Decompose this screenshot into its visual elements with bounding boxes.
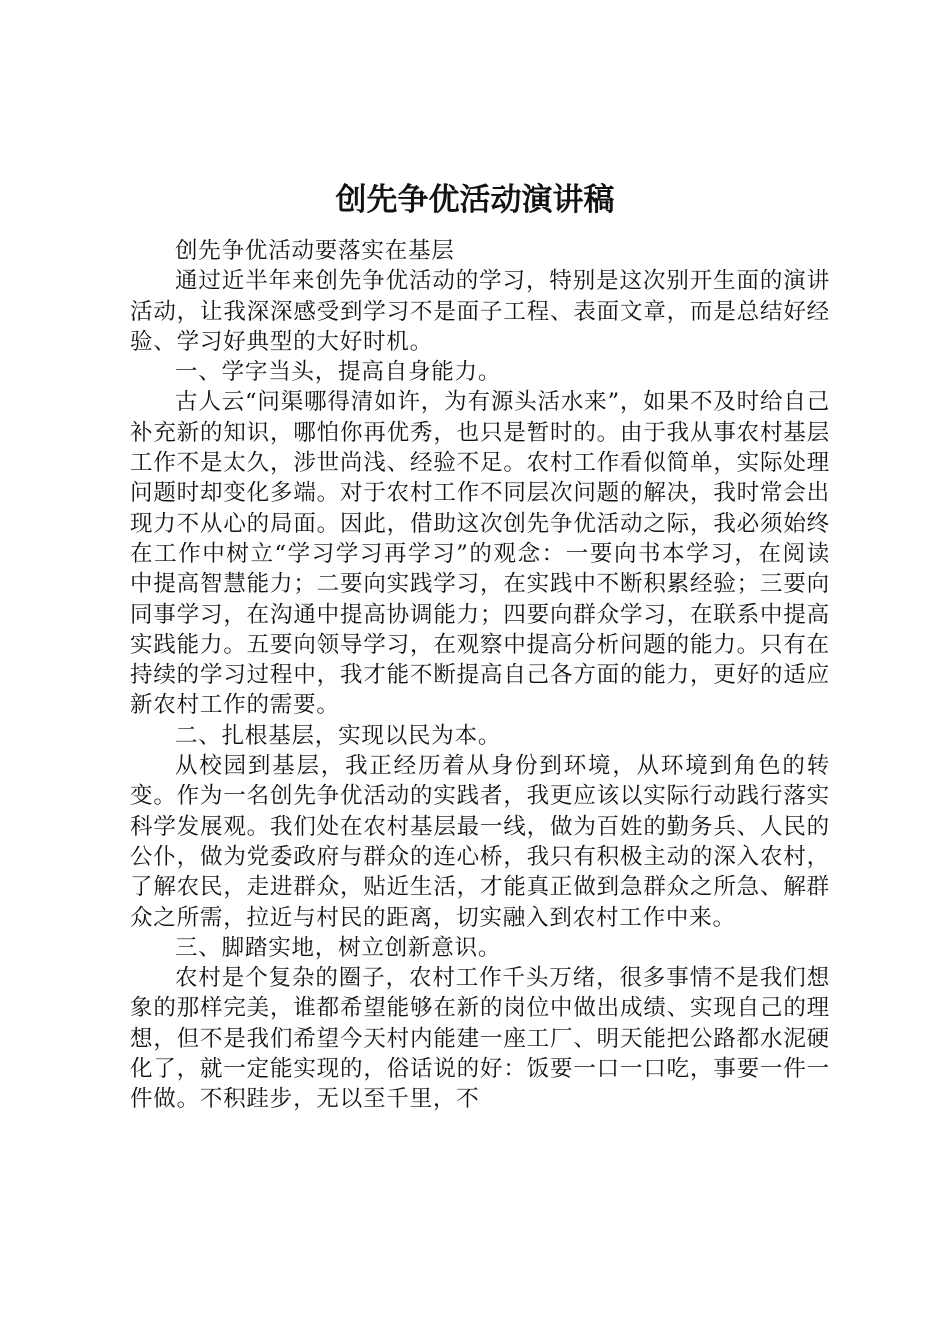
- document-body: [130, 236, 830, 1115]
- paragraph-section-2: 从校园到基层，我正经历着从身份到环境，从环境到角色的转变。作为一名创先争优活动的实践者，我更应该以实际行动践行落实科学发展观。我们处在农村基层最一线，做为百姓的勤务兵、人民的公仆，做为党委政府与群众的连心桥，我只有积极主动的深入农村，了解农民，走进群众，贴近生活，才能真正做到急群众之所急、解群众之所需，拉近与村民的距离，切实融入到农村工作中来。: [130, 753, 830, 931]
- paragraph-section-1: 古人云“问渠哪得清如许，为有源头活水来”，如果不及时给自己补充新的知识，哪怕你再优秀，也只是暂时的。由于我从事农村基层工作不是太久，涉世尚浅、经验不足。农村工作看似简单，实际处理问题时却变化多端。对于农村工作不同层次问题的解决，我时常会出现力不从心的局面。因此，借助这次创先争优活动之际，我必须始终在工作中树立“学习学习再学习”的观念：一要向书本学习，在阅读中提高智慧能力；二要向实践学习，在实践中不断积累经验；三要向同事学习，在沟通中提高协调能力；四要向群众学习，在联系中提高实践能力。五要向领导学习，在观察中提高分析问题的能力。只有在持续的学习过程中，我才能不断提高自己各方面的能力，更好的适应新农村工作的需要。: [130, 389, 830, 719]
- paragraph-section-3: 农村是个复杂的圈子，农村工作千头万绪，很多事情不是我们想象的那样完美，谁都希望能够在新的岗位中做出成绩、实现自己的理想，但不是我们希望今天村内能建一座工厂、明天能把公路都水泥硬化了，就一定能实现的，俗话说的好：饭要一口一口吃，事要一件一件做。不积跬步，无以至千里，不: [130, 965, 830, 1113]
- section-heading-3: 三、脚踏实地，树立创新意识。: [175, 934, 502, 961]
- paragraph-subtitle: 创先争优活动要落实在基层: [175, 238, 455, 264]
- section-heading-2: 二、扎根基层，实现以民为本。: [175, 722, 502, 749]
- section-heading-1: 一、学字当头，提高自身能力。: [175, 359, 502, 386]
- paragraph-intro: 通过近半年来创先争优活动的学习，特别是这次别开生面的演讲活动，让我深深感受到学习不是面子工程、表面文章，而是总结好经验、学习好典型的大好时机。: [130, 268, 830, 355]
- document-title: 创先争优活动演讲稿: [335, 182, 615, 218]
